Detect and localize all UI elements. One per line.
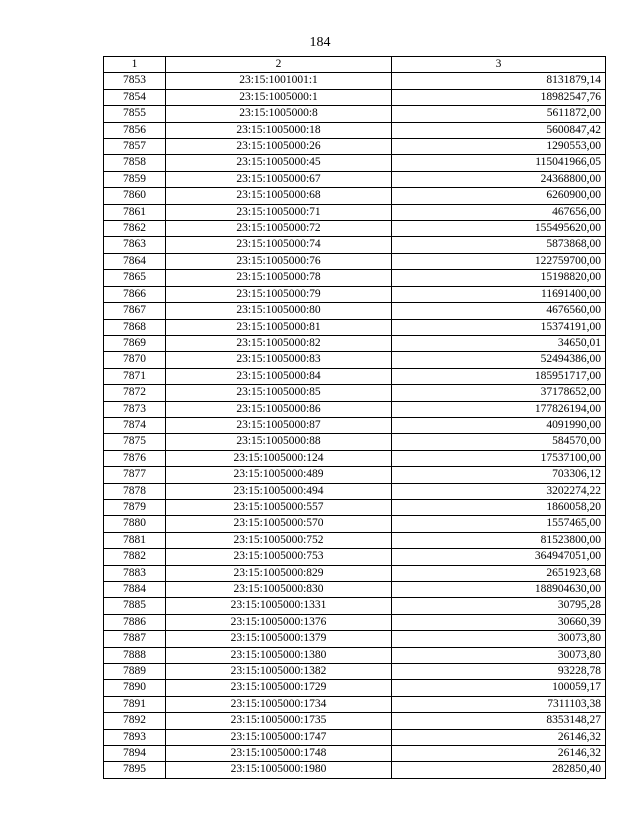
row-number-cell: 7878 — [104, 483, 166, 499]
cadastral-number-cell: 23:15:1005000:83 — [166, 352, 392, 368]
table-row — [104, 237, 606, 253]
value-cell: 30073,80 — [392, 647, 606, 663]
row-number-cell: 7854 — [104, 89, 166, 105]
value-cell: 34650,01 — [392, 335, 606, 351]
row-number-cell: 7858 — [104, 155, 166, 171]
row-number-cell: 7882 — [104, 549, 166, 565]
cadastral-number-cell: 23:15:1005000:78 — [166, 270, 392, 286]
table-row — [104, 401, 606, 417]
value-cell: 282850,40 — [392, 762, 606, 778]
value-cell: 584570,00 — [392, 434, 606, 450]
table-body — [104, 73, 606, 778]
table-row — [104, 73, 606, 89]
cadastral-number-cell: 23:15:1005000:1980 — [166, 762, 392, 778]
table-row — [104, 89, 606, 105]
cadastral-number-cell: 23:15:1005000:68 — [166, 188, 392, 204]
value-cell: 24368800,00 — [392, 171, 606, 187]
cadastral-number-cell: 23:15:1005000:1748 — [166, 746, 392, 762]
row-number-cell: 7875 — [104, 434, 166, 450]
row-number-cell: 7888 — [104, 647, 166, 663]
table-row — [104, 171, 606, 187]
value-cell: 6260900,00 — [392, 188, 606, 204]
table-row — [104, 532, 606, 548]
value-cell: 7311103,38 — [392, 696, 606, 712]
table-row — [104, 368, 606, 384]
cadastral-number-cell: 23:15:1005000:494 — [166, 483, 392, 499]
row-number-cell: 7884 — [104, 582, 166, 598]
cadastral-number-cell: 23:15:1005000:557 — [166, 499, 392, 515]
row-number-cell: 7881 — [104, 532, 166, 548]
table-row — [104, 664, 606, 680]
table-row — [104, 516, 606, 532]
table-row — [104, 303, 606, 319]
row-number-cell: 7865 — [104, 270, 166, 286]
cadastral-number-cell: 23:15:1005000:830 — [166, 582, 392, 598]
row-number-cell: 7872 — [104, 385, 166, 401]
cadastral-number-cell: 23:15:1005000:76 — [166, 253, 392, 269]
value-cell: 30660,39 — [392, 614, 606, 630]
table-row — [104, 188, 606, 204]
row-number-cell: 7876 — [104, 450, 166, 466]
row-number-cell: 7866 — [104, 286, 166, 302]
value-cell: 5611872,00 — [392, 106, 606, 122]
table-row — [104, 467, 606, 483]
cadastral-value-table — [103, 56, 606, 779]
cadastral-number-cell: 23:15:1005000:1734 — [166, 696, 392, 712]
table-row — [104, 450, 606, 466]
cadastral-number-cell: 23:15:1005000:1 — [166, 89, 392, 105]
row-number-cell: 7855 — [104, 106, 166, 122]
cadastral-number-cell: 23:15:1005000:1729 — [166, 680, 392, 696]
row-number-cell: 7853 — [104, 73, 166, 89]
table-row — [104, 286, 606, 302]
row-number-cell: 7867 — [104, 303, 166, 319]
value-cell: 1860058,20 — [392, 499, 606, 515]
row-number-cell: 7861 — [104, 204, 166, 220]
value-cell: 30795,28 — [392, 598, 606, 614]
value-cell: 26146,32 — [392, 746, 606, 762]
table-row — [104, 155, 606, 171]
row-number-cell: 7880 — [104, 516, 166, 532]
row-number-cell: 7874 — [104, 417, 166, 433]
cadastral-number-cell: 23:15:1005000:1376 — [166, 614, 392, 630]
cadastral-number-cell: 23:15:1005000:72 — [166, 221, 392, 237]
page-number: 184 — [309, 35, 331, 50]
table-row — [104, 696, 606, 712]
table-row — [104, 319, 606, 335]
table-row — [104, 598, 606, 614]
table-row — [104, 680, 606, 696]
row-number-cell: 7885 — [104, 598, 166, 614]
table-row — [104, 106, 606, 122]
row-number-cell: 7871 — [104, 368, 166, 384]
cadastral-number-cell: 23:15:1005000:18 — [166, 122, 392, 138]
value-cell: 8131879,14 — [392, 73, 606, 89]
cadastral-number-cell: 23:15:1005000:753 — [166, 549, 392, 565]
row-number-cell: 7887 — [104, 631, 166, 647]
cadastral-number-cell: 23:15:1005000:86 — [166, 401, 392, 417]
row-number-cell: 7892 — [104, 713, 166, 729]
row-number-cell: 7868 — [104, 319, 166, 335]
row-number-cell: 7869 — [104, 335, 166, 351]
row-number-cell: 7873 — [104, 401, 166, 417]
value-cell: 2651923,68 — [392, 565, 606, 581]
cadastral-number-cell: 23:15:1005000:1331 — [166, 598, 392, 614]
column-header-2: 2 — [166, 57, 392, 73]
table-row — [104, 762, 606, 778]
value-cell: 188904630,00 — [392, 582, 606, 598]
cadastral-number-cell: 23:15:1005000:87 — [166, 417, 392, 433]
value-cell: 11691400,00 — [392, 286, 606, 302]
table-row — [104, 352, 606, 368]
cadastral-number-cell: 23:15:1005000:80 — [166, 303, 392, 319]
value-cell: 8353148,27 — [392, 713, 606, 729]
table-row — [104, 270, 606, 286]
value-cell: 100059,17 — [392, 680, 606, 696]
row-number-cell: 7891 — [104, 696, 166, 712]
table-row — [104, 729, 606, 745]
cadastral-number-cell: 23:15:1005000:79 — [166, 286, 392, 302]
value-cell: 155495620,00 — [392, 221, 606, 237]
value-cell: 115041966,05 — [392, 155, 606, 171]
value-cell: 18982547,76 — [392, 89, 606, 105]
row-number-cell: 7870 — [104, 352, 166, 368]
table-header-row — [104, 57, 606, 73]
row-number-cell: 7883 — [104, 565, 166, 581]
row-number-cell: 7862 — [104, 221, 166, 237]
column-header-3: 3 — [392, 57, 606, 73]
value-cell: 1557465,00 — [392, 516, 606, 532]
value-cell: 3202274,22 — [392, 483, 606, 499]
table-row — [104, 499, 606, 515]
value-cell: 93228,78 — [392, 664, 606, 680]
row-number-cell: 7860 — [104, 188, 166, 204]
cadastral-number-cell: 23:15:1005000:74 — [166, 237, 392, 253]
value-cell: 467656,00 — [392, 204, 606, 220]
table-row — [104, 417, 606, 433]
table-row — [104, 335, 606, 351]
cadastral-number-cell: 23:15:1005000:1380 — [166, 647, 392, 663]
value-cell: 703306,12 — [392, 467, 606, 483]
cadastral-number-cell: 23:15:1005000:81 — [166, 319, 392, 335]
row-number-cell: 7886 — [104, 614, 166, 630]
cadastral-number-cell: 23:15:1001001:1 — [166, 73, 392, 89]
row-number-cell: 7859 — [104, 171, 166, 187]
cadastral-number-cell: 23:15:1005000:1735 — [166, 713, 392, 729]
value-cell: 15198820,00 — [392, 270, 606, 286]
table-row — [104, 713, 606, 729]
row-number-cell: 7893 — [104, 729, 166, 745]
table-row — [104, 614, 606, 630]
cadastral-number-cell: 23:15:1005000:88 — [166, 434, 392, 450]
table-row — [104, 139, 606, 155]
value-cell: 177826194,00 — [392, 401, 606, 417]
table-row — [104, 647, 606, 663]
row-number-cell: 7879 — [104, 499, 166, 515]
table-row — [104, 582, 606, 598]
value-cell: 5873868,00 — [392, 237, 606, 253]
row-number-cell: 7889 — [104, 664, 166, 680]
table-row — [104, 385, 606, 401]
value-cell: 15374191,00 — [392, 319, 606, 335]
cadastral-number-cell: 23:15:1005000:26 — [166, 139, 392, 155]
table-row — [104, 565, 606, 581]
table-row — [104, 122, 606, 138]
cadastral-number-cell: 23:15:1005000:752 — [166, 532, 392, 548]
value-cell: 185951717,00 — [392, 368, 606, 384]
cadastral-number-cell: 23:15:1005000:84 — [166, 368, 392, 384]
table-row — [104, 204, 606, 220]
value-cell: 4676560,00 — [392, 303, 606, 319]
value-cell: 37178652,00 — [392, 385, 606, 401]
cadastral-number-cell: 23:15:1005000:67 — [166, 171, 392, 187]
table-row — [104, 483, 606, 499]
cadastral-number-cell: 23:15:1005000:829 — [166, 565, 392, 581]
table-row — [104, 549, 606, 565]
value-cell: 17537100,00 — [392, 450, 606, 466]
row-number-cell: 7856 — [104, 122, 166, 138]
table-row — [104, 221, 606, 237]
column-header-1: 1 — [104, 57, 166, 73]
cadastral-number-cell: 23:15:1005000:1379 — [166, 631, 392, 647]
table-row — [104, 746, 606, 762]
value-cell: 122759700,00 — [392, 253, 606, 269]
value-cell: 30073,80 — [392, 631, 606, 647]
value-cell: 364947051,00 — [392, 549, 606, 565]
cadastral-number-cell: 23:15:1005000:82 — [166, 335, 392, 351]
value-cell: 5600847,42 — [392, 122, 606, 138]
row-number-cell: 7863 — [104, 237, 166, 253]
row-number-cell: 7890 — [104, 680, 166, 696]
row-number-cell: 7864 — [104, 253, 166, 269]
cadastral-number-cell: 23:15:1005000:8 — [166, 106, 392, 122]
cadastral-number-cell: 23:15:1005000:489 — [166, 467, 392, 483]
row-number-cell: 7894 — [104, 746, 166, 762]
table-row — [104, 631, 606, 647]
value-cell: 81523800,00 — [392, 532, 606, 548]
row-number-cell: 7877 — [104, 467, 166, 483]
table-row — [104, 434, 606, 450]
row-number-cell: 7857 — [104, 139, 166, 155]
table-row — [104, 253, 606, 269]
cadastral-number-cell: 23:15:1005000:1747 — [166, 729, 392, 745]
cadastral-number-cell: 23:15:1005000:570 — [166, 516, 392, 532]
value-cell: 1290553,00 — [392, 139, 606, 155]
value-cell: 52494386,00 — [392, 352, 606, 368]
cadastral-number-cell: 23:15:1005000:124 — [166, 450, 392, 466]
cadastral-number-cell: 23:15:1005000:45 — [166, 155, 392, 171]
row-number-cell: 7895 — [104, 762, 166, 778]
value-cell: 26146,32 — [392, 729, 606, 745]
cadastral-number-cell: 23:15:1005000:71 — [166, 204, 392, 220]
cadastral-number-cell: 23:15:1005000:1382 — [166, 664, 392, 680]
value-cell: 4091990,00 — [392, 417, 606, 433]
cadastral-number-cell: 23:15:1005000:85 — [166, 385, 392, 401]
